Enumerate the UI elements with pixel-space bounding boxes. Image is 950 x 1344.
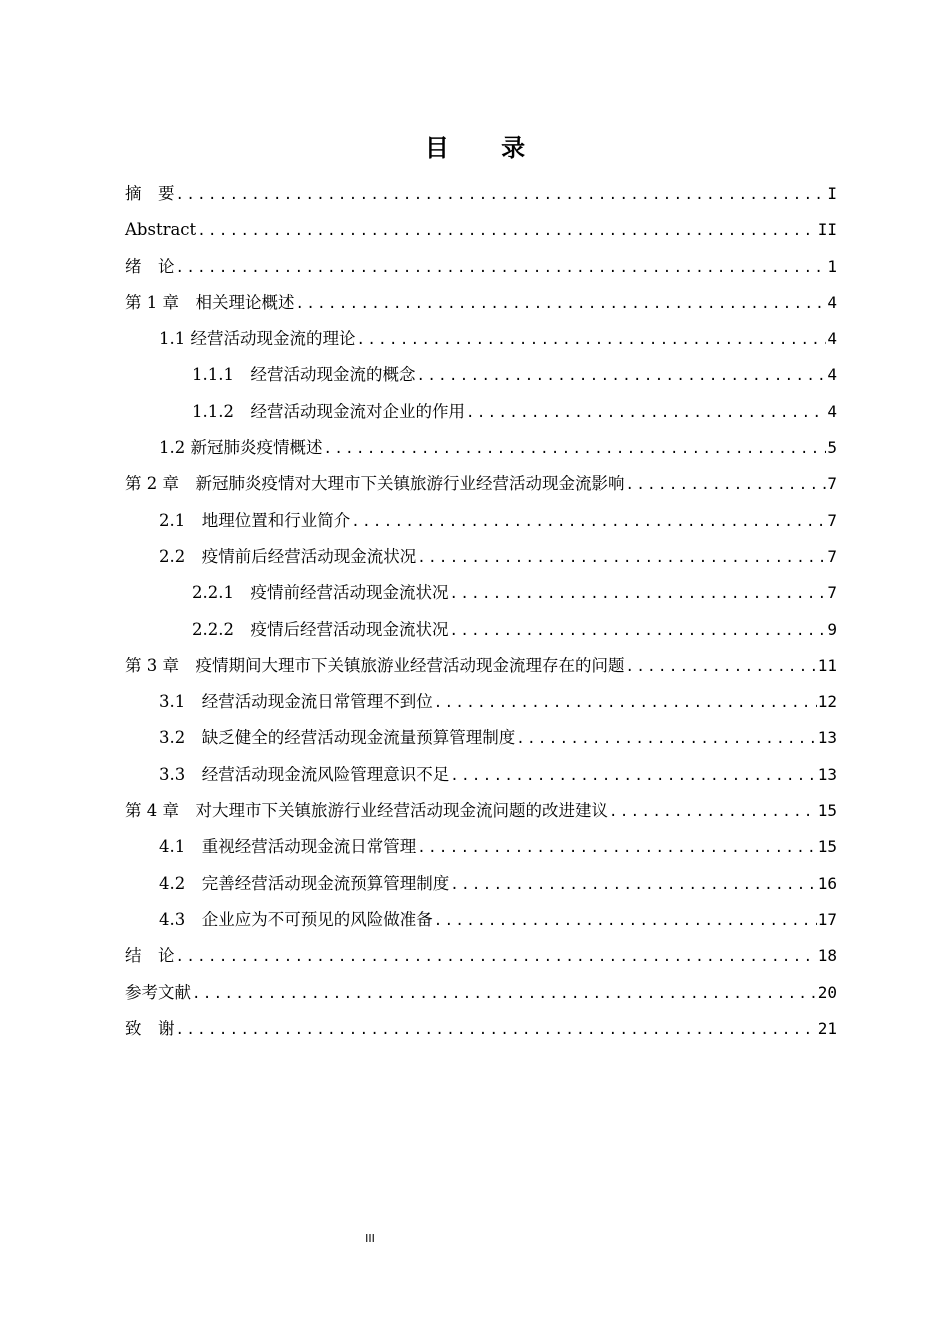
toc-entry-page: 21 — [817, 1018, 837, 1038]
toc-entry-label: 第 1 章 相关理论概述 — [125, 292, 295, 312]
toc-entry-page: 13 — [817, 764, 837, 784]
toc-entry-label: 致 谢 — [125, 1018, 175, 1038]
toc-entry-page: 4 — [827, 401, 837, 421]
toc-entry-label: 第 4 章 对大理市下关镇旅游行业经营活动现金流问题的改进建议 — [125, 801, 608, 821]
toc-dot-leader — [434, 685, 817, 721]
toc-dot-leader — [626, 649, 817, 685]
toc-entry-page: 16 — [817, 873, 837, 893]
toc-entry-label: 1.1.1 经营活动现金流的概念 — [192, 365, 416, 385]
toc-entry-page: 7 — [827, 474, 837, 494]
toc-dot-leader — [449, 613, 826, 649]
toc-entry[interactable] — [125, 866, 837, 902]
toc-entry[interactable] — [125, 394, 837, 430]
toc-entry-page: 11 — [817, 655, 837, 675]
toc-entry-page: 17 — [817, 909, 837, 929]
toc-entry[interactable] — [125, 575, 837, 611]
toc-entry-label: 4.1 重视经营活动现金流日常管理 — [159, 837, 417, 857]
toc-entry[interactable] — [125, 975, 837, 1011]
toc-entry-page: 4 — [827, 292, 837, 312]
toc-entry-page: 5 — [827, 438, 837, 458]
toc-entry-label: 3.2 缺乏健全的经营活动现金流量预算管理制度 — [159, 728, 516, 748]
toc-entry[interactable] — [125, 902, 837, 938]
toc-entry-page: 7 — [827, 510, 837, 530]
toc-entry[interactable] — [125, 249, 837, 285]
toc-entry-label: 摘 要 — [125, 184, 175, 203]
toc-entry[interactable] — [125, 285, 837, 321]
toc-entry-page: 18 — [817, 946, 837, 966]
toc-dot-leader — [176, 250, 827, 286]
toc-entry-page: 1 — [827, 256, 837, 276]
toc-entry-page: 12 — [817, 692, 837, 712]
toc-dot-leader — [176, 1012, 817, 1048]
toc-dot-leader — [417, 540, 826, 576]
toc-entry-label: 1.2 新冠肺炎疫情概述 — [159, 438, 323, 458]
page-number: III — [365, 1232, 375, 1245]
toc-entry[interactable] — [125, 648, 837, 684]
toc-dot-leader — [416, 358, 826, 394]
toc-dot-leader — [192, 976, 817, 1012]
toc-entry-page: 15 — [817, 801, 837, 821]
toc-entry[interactable] — [125, 503, 837, 539]
toc-entry[interactable] — [125, 938, 837, 974]
toc-dot-leader — [449, 576, 826, 612]
toc-dot-leader — [626, 467, 827, 503]
toc-dot-leader — [417, 830, 816, 866]
toc-entry-page: 7 — [827, 583, 837, 603]
toc-entry-label: 2.1 地理位置和行业简介 — [159, 510, 351, 530]
toc-entry[interactable] — [125, 757, 837, 793]
toc-dot-leader — [351, 504, 826, 540]
toc-entry-page: 13 — [817, 728, 837, 748]
toc-entry-label: 4.3 企业应为不可预见的风险做准备 — [159, 909, 433, 929]
toc-entry-label: 结 论 — [125, 946, 175, 966]
toc-entry-page: 4 — [827, 329, 837, 349]
toc-dot-leader — [357, 322, 827, 358]
toc-dot-leader — [466, 395, 826, 431]
toc-dot-leader — [197, 213, 817, 249]
toc-entry[interactable] — [125, 612, 837, 648]
toc-entry-label: 参考文献 — [125, 982, 191, 1002]
toc-entry[interactable] — [125, 793, 837, 829]
toc-entry[interactable] — [125, 720, 837, 756]
toc-entry-label: 第 2 章 新冠肺炎疫情对大理市下关镇旅游行业经营活动现金流影响 — [125, 474, 625, 494]
toc-entry-label: 3.3 经营活动现金流风险管理意识不足 — [159, 764, 450, 784]
toc-entry[interactable] — [125, 829, 837, 865]
toc-entry[interactable] — [125, 466, 837, 502]
toc-entry-page: 9 — [827, 619, 837, 639]
toc-entry[interactable] — [125, 684, 837, 720]
toc-entry-label: 4.2 完善经营活动现金流预算管理制度 — [159, 873, 450, 893]
toc-dot-leader — [296, 286, 827, 322]
toc-dot-leader — [434, 903, 817, 939]
toc-entry-page: I — [827, 184, 837, 203]
toc-entry-label: 第 3 章 疫情期间大理市下关镇旅游业经营活动现金流理存在的问题 — [125, 655, 625, 675]
toc-entry-label: Abstract — [125, 220, 197, 240]
toc-entry[interactable] — [125, 212, 837, 248]
toc-entry[interactable] — [125, 357, 837, 393]
toc-entry-page: 15 — [817, 837, 837, 857]
toc-entry[interactable] — [125, 430, 837, 466]
toc-dot-leader — [609, 794, 817, 830]
toc-entry[interactable] — [125, 539, 837, 575]
toc-entry-label: 3.1 经营活动现金流日常管理不到位 — [159, 692, 433, 712]
toc-dot-leader — [176, 939, 817, 975]
page-title: 目 录 — [424, 134, 548, 162]
toc-dot-leader — [176, 177, 827, 213]
toc-dot-leader — [516, 721, 816, 757]
toc-entry-label: 1.1 经营活动现金流的理论 — [159, 329, 356, 349]
toc-dot-leader — [324, 431, 827, 467]
toc-entry-label: 2.2.2 疫情后经营活动现金流状况 — [192, 619, 449, 639]
toc-entry[interactable] — [125, 176, 837, 212]
toc-dot-leader — [450, 867, 816, 903]
toc-entry-label: 2.2.1 疫情前经营活动现金流状况 — [192, 583, 449, 603]
toc-entry-label: 绪 论 — [125, 256, 175, 276]
toc-entry[interactable] — [125, 321, 837, 357]
toc-entry-page: 4 — [827, 365, 837, 385]
toc-entry-page: II — [817, 220, 837, 240]
toc-entry[interactable] — [125, 1011, 837, 1047]
toc-entry-page: 20 — [817, 982, 837, 1002]
toc-entry-page: 7 — [827, 546, 837, 566]
toc-entry-label: 2.2 疫情前后经营活动现金流状况 — [159, 546, 417, 566]
toc-dot-leader — [450, 758, 816, 794]
toc-entry-label: 1.1.2 经营活动现金流对企业的作用 — [192, 401, 465, 421]
table-of-contents — [125, 176, 837, 1047]
